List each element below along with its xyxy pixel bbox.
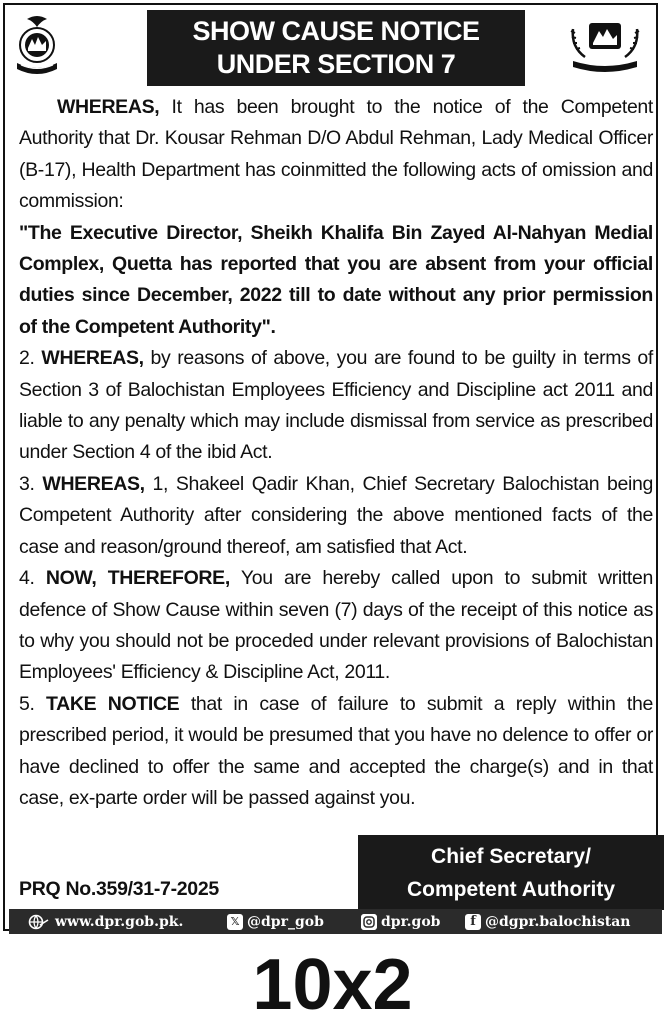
signature-line1: Chief Secretary/ xyxy=(431,845,591,868)
instagram-icon xyxy=(361,914,377,930)
paragraph-1-lead: WHEREAS, xyxy=(57,96,160,118)
paragraph-5 xyxy=(19,689,653,815)
paragraph-5-number: 5. xyxy=(19,692,47,715)
paragraph-4-number: 4. xyxy=(19,567,46,590)
paragraph-4-lead: NOW, THEREFORE, xyxy=(45,567,230,590)
ad-size-label: 10x2 xyxy=(252,945,413,1025)
paragraph-5-text: that in case of failure to submit a reply within the prescribed period, it would be presumed that you have no delence to offer or have declined to offer the same and accepted the charge(s) and in that case, ex-parte order will be passed against you. xyxy=(19,692,653,809)
notice-frame xyxy=(3,3,658,931)
signature-block xyxy=(358,835,664,910)
paragraph-2-text: by reasons of above, you are found to be guilty in terms of Section 3 of Balochistan Employees Efficiency and Discipline act 2011 and liable to any penalty which may include dismissal from service as prescribed under Section 4 of the ibid Act. xyxy=(19,347,653,464)
footer-website-text: www.dpr.gob.pk. xyxy=(55,913,184,930)
globe-icon xyxy=(27,914,49,930)
footer-facebook-text: @dgpr.balochistan xyxy=(485,913,631,930)
balochistan-emblem-icon xyxy=(13,15,61,79)
footer-website[interactable] xyxy=(27,909,183,934)
quoted-report: "The Executive Director, Sheikh Khalifa Bin Zayed Al-Nahyan Medial Complex, Quetta has reported that you are absent from your official duties since December, 2022 till to date without any prior permission of the Competent Authority". xyxy=(19,221,653,338)
notice-body xyxy=(19,92,653,814)
paragraph-2-lead: WHEREAS, xyxy=(41,347,144,370)
footer-bar xyxy=(9,909,662,934)
notice-title-line2: UNDER SECTION 7 xyxy=(216,49,456,79)
paragraph-3 xyxy=(19,469,653,563)
prq-number: PRQ No.359/31-7-2025 xyxy=(19,878,219,900)
facebook-icon: f xyxy=(465,914,481,930)
paragraph-3-number: 3. xyxy=(19,472,43,495)
notice-title-line1: SHOW CAUSE NOTICE xyxy=(192,16,480,46)
paragraph-3-text: 1, Shakeel Qadir Khan, Chief Secretary Balochistan being Competent Authority after considering the above mentioned facts of the case and reason/ground thereof, am satisfied that Act. xyxy=(19,472,653,558)
twitter-icon: 𝕏 xyxy=(227,914,243,930)
footer-instagram[interactable] xyxy=(361,909,440,934)
signature-line2: Competent Authority xyxy=(406,878,616,901)
paragraph-4 xyxy=(19,563,653,689)
paragraph-1-text: It has been brought to the notice of the Competent Authority that Dr. Kousar Rehman D/O Abdul Rehman, Lady Medical Officer (B-17), Health Department has coinmitted the following acts of omission and commission: xyxy=(19,96,653,213)
balochistan-government-seal-icon xyxy=(567,17,643,77)
paragraph-4-text: You are hereby called upon to submit written defence of Show Cause within seven (7) days of the receipt of this notice as to why you should not be proceded under relevant provisions of Balochistan Employees' Efficiency & Discipline Act, 2011. xyxy=(19,567,653,684)
footer-facebook[interactable] xyxy=(465,909,630,934)
paragraph-2 xyxy=(19,343,653,469)
paragraph-1 xyxy=(19,92,653,218)
paragraph-5-lead: TAKE NOTICE xyxy=(46,692,180,715)
footer-instagram-text: dpr.gob xyxy=(381,913,441,930)
footer-twitter[interactable] xyxy=(227,909,324,934)
paragraph-3-lead: WHEREAS, xyxy=(42,472,145,495)
paragraph-2-number: 2. xyxy=(19,347,42,370)
footer-twitter-text: @dpr_gob xyxy=(247,913,324,930)
notice-title xyxy=(147,10,525,86)
